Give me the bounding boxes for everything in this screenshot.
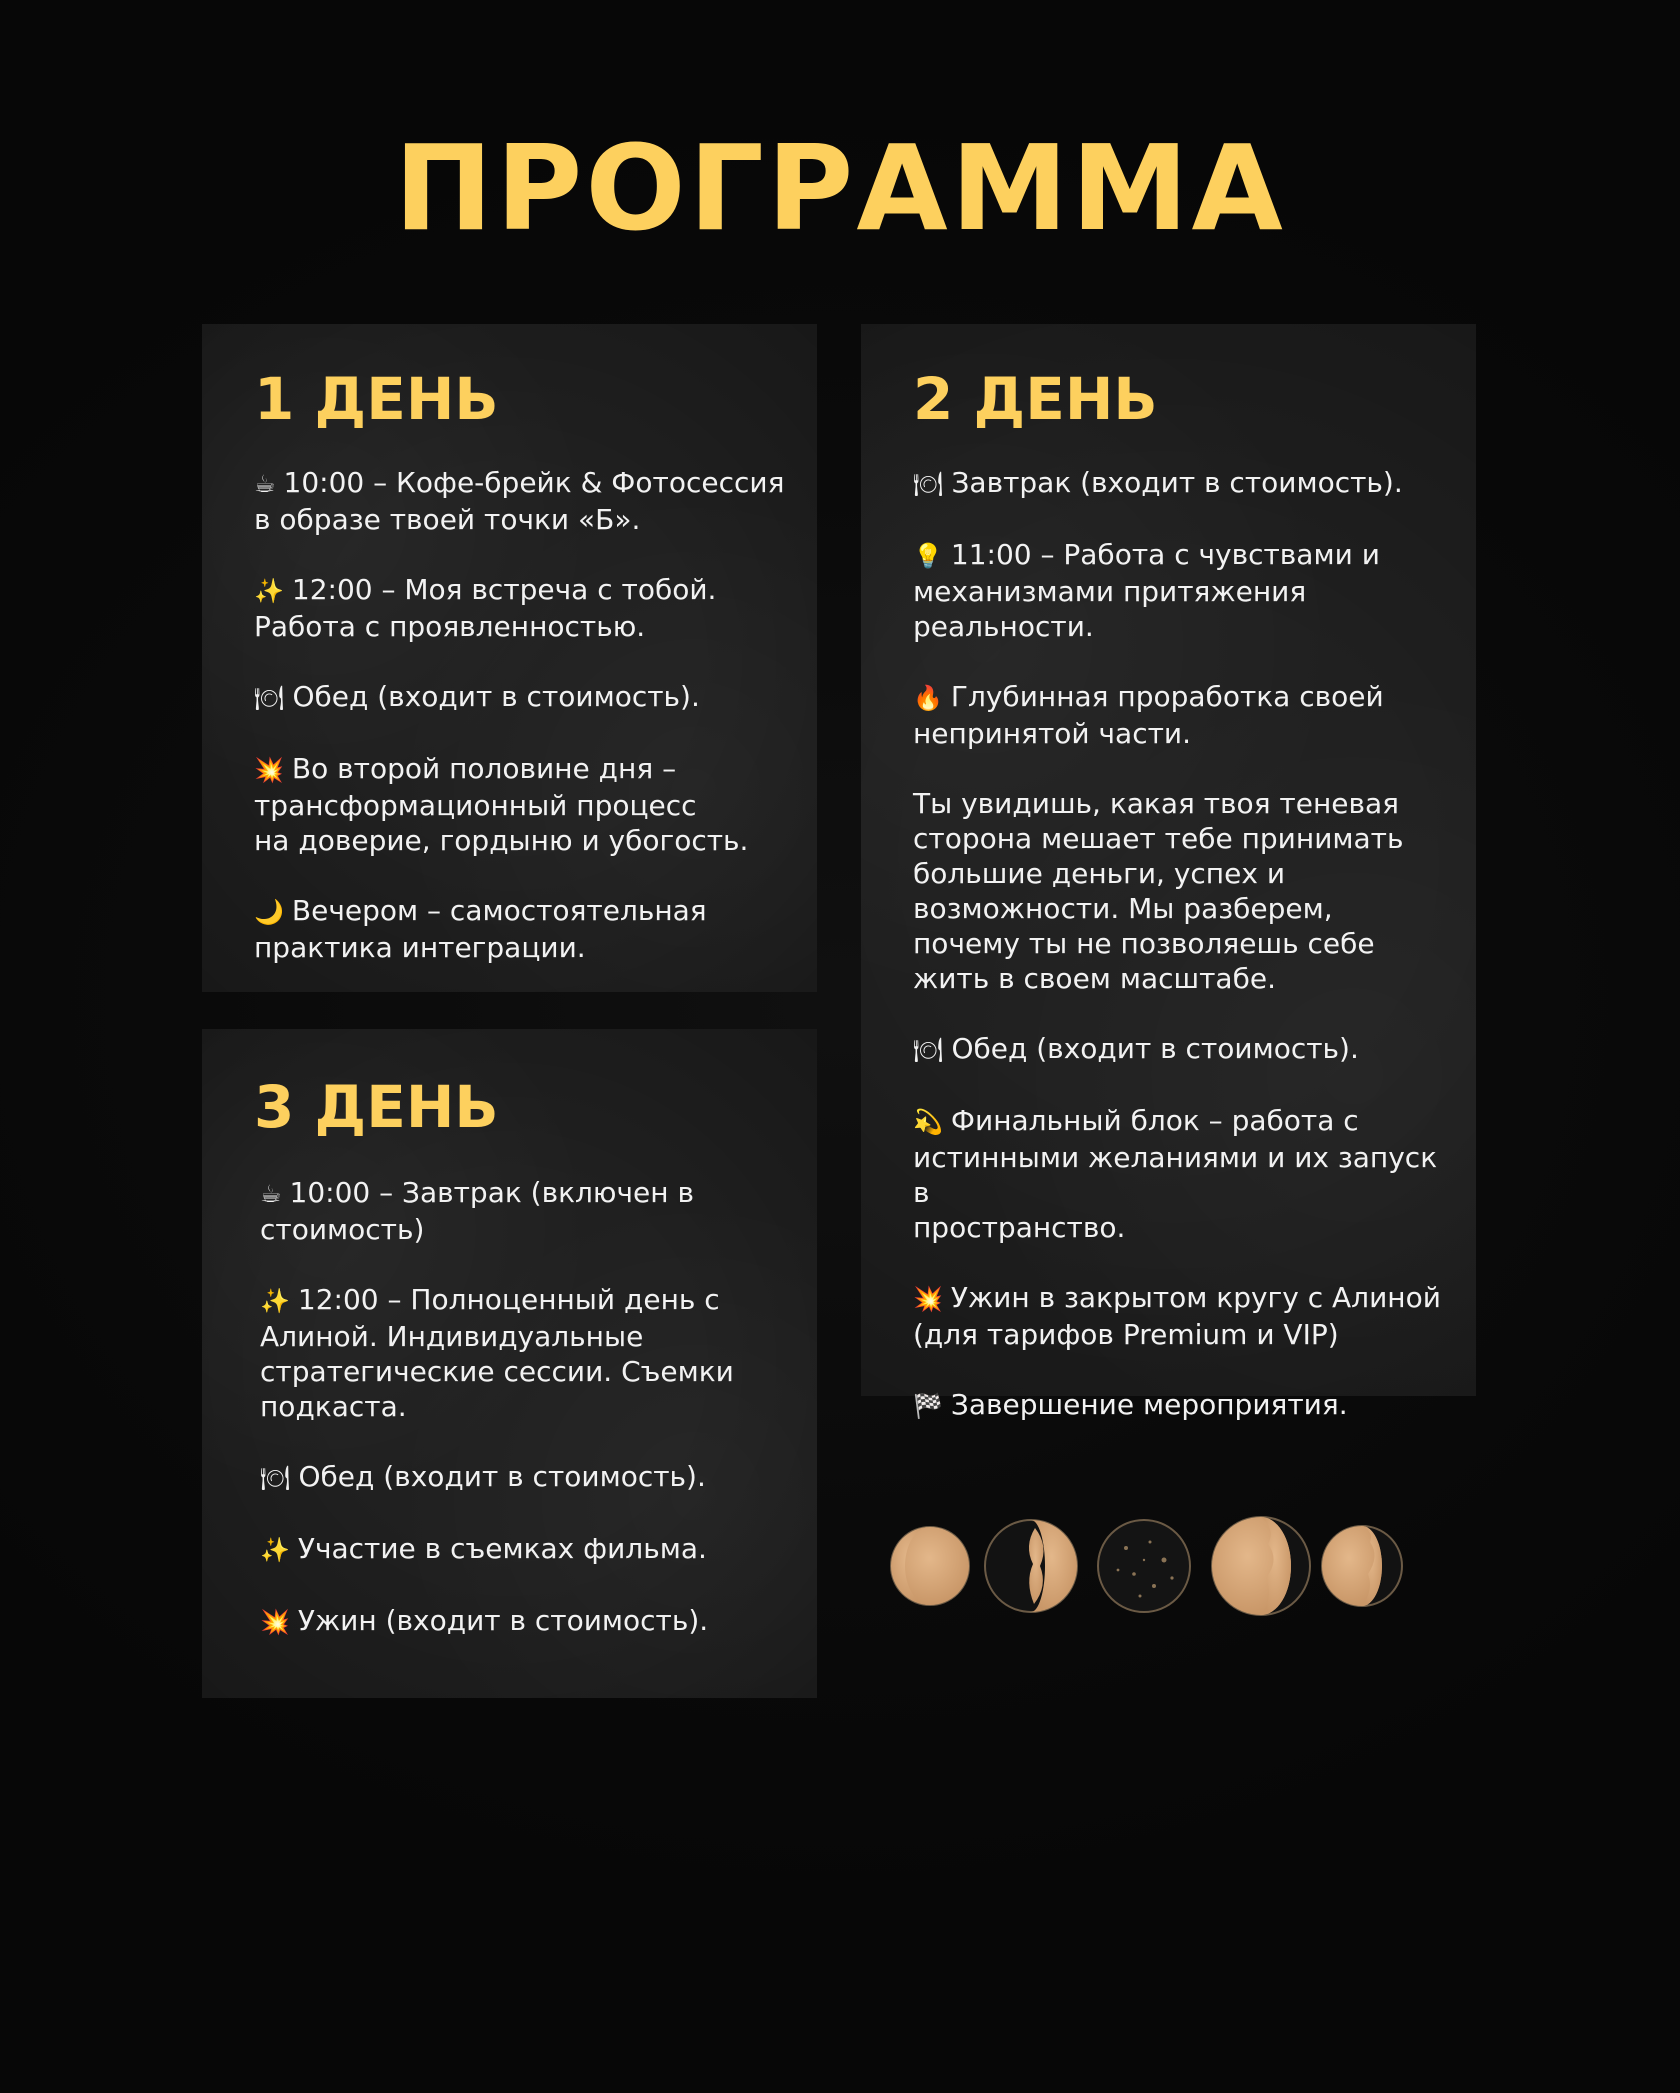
schedule-item — [260, 1603, 800, 1640]
sparkles-icon: ✨ — [260, 1287, 290, 1315]
schedule-item — [913, 679, 1453, 751]
schedule-item-text: Обед (входит в стоимость). — [951, 1032, 1359, 1065]
checkered-flag-icon: 🏁 — [913, 1392, 943, 1420]
page-title: ПРОГРАММА — [394, 119, 1286, 257]
moon-waning-gibbous-icon — [1212, 1517, 1310, 1615]
day-3-schedule — [260, 1175, 800, 1640]
day-3-card — [202, 1029, 817, 1698]
schedule-item — [913, 1103, 1453, 1245]
schedule-item-text: 12:00 – Моя встреча с тобой. Работа с проявленностью. — [254, 573, 717, 643]
schedule-item — [913, 1387, 1453, 1424]
plate-icon: 🍽 — [913, 470, 944, 498]
day-1-title: 1 ДЕНЬ — [254, 365, 499, 433]
schedule-item — [254, 465, 794, 537]
day-1-card — [202, 324, 817, 992]
day-2-card — [861, 324, 1476, 1421]
day-2-title: 2 ДЕНЬ — [913, 365, 1158, 433]
schedule-item-text: Участие в съемках фильма. — [297, 1532, 707, 1565]
collision-icon: 💥 — [913, 1285, 943, 1313]
fire-icon: 🔥 — [913, 684, 943, 712]
moon-first-quarter-icon — [985, 1520, 1077, 1612]
moon-waxing-gibbous-icon — [891, 1527, 969, 1605]
plate-icon: 🍽 — [260, 1464, 291, 1492]
plate-icon: 🍽 — [254, 684, 285, 712]
schedule-item-text: Обед (входит в стоимость). — [298, 1460, 706, 1493]
collision-icon: 💥 — [254, 756, 284, 784]
collision-icon: 💥 — [260, 1608, 290, 1636]
schedule-item-text: Завершение мероприятия. — [950, 1388, 1348, 1421]
sparkles-icon: ✨ — [260, 1536, 290, 1564]
schedule-item — [254, 679, 794, 716]
schedule-item-text: Глубинная проработка своей непринятой части. — [913, 680, 1384, 750]
day-1-schedule — [254, 465, 794, 965]
schedule-item-text: 10:00 – Кофе-брейк & Фотосессия в образе твоей точки «Б». — [254, 466, 785, 536]
schedule-item-text: Вечером – самостоятельная практика интеграции. — [254, 894, 707, 964]
schedule-item — [254, 751, 794, 858]
schedule-item-text: Финальный блок – работа с истинными желаниями и их запуск в пространство. — [913, 1104, 1438, 1244]
coffee-icon: ☕ — [260, 1180, 282, 1208]
schedule-item-text: Обед (входит в стоимость). — [292, 680, 700, 713]
schedule-item — [913, 537, 1453, 644]
schedule-item — [254, 893, 794, 965]
coffee-icon: ☕ — [254, 470, 276, 498]
schedule-item — [260, 1459, 800, 1496]
schedule-item — [913, 1031, 1453, 1068]
sparkles-icon: ✨ — [254, 577, 284, 605]
schedule-item-text: Ужин в закрытом кругу с Алиной (для тарифов Premium и VIP) — [913, 1281, 1441, 1351]
schedule-item — [913, 465, 1453, 502]
moon-small-phase-icon — [1322, 1526, 1402, 1606]
schedule-item-text: 10:00 – Завтрак (включен в стоимость) — [260, 1176, 694, 1246]
schedule-item — [260, 1282, 800, 1424]
day-2-schedule — [913, 465, 1453, 1424]
day-3-title: 3 ДЕНЬ — [254, 1073, 499, 1141]
plate-icon: 🍽 — [913, 1036, 944, 1064]
moon-icon: 🌙 — [254, 898, 284, 926]
schedule-item-text: Завтрак (входит в стоимость). — [951, 466, 1403, 499]
moon-new-icon — [1098, 1520, 1190, 1612]
schedule-item — [260, 1175, 800, 1247]
lightbulb-icon: 💡 — [913, 542, 943, 570]
schedule-item — [913, 786, 1453, 996]
schedule-item-text: 11:00 – Работа с чувствами и механизмами притяжения реальности. — [913, 538, 1380, 643]
schedule-item — [254, 572, 794, 644]
dizzy-star-icon: 💫 — [913, 1108, 943, 1136]
schedule-item-text: Во второй половине дня – трансформационный процесс на доверие, гордыню и убогость. — [254, 752, 749, 857]
schedule-item-text: 12:00 – Полноценный день с Алиной. Индивидуальные стратегические сессии. Съемки подкаста. — [260, 1283, 734, 1423]
schedule-item-text: Ужин (входит в стоимость). — [297, 1604, 709, 1637]
moon-phases-illustration — [888, 1516, 1408, 1616]
schedule-item — [260, 1531, 800, 1568]
schedule-item-text: Ты увидишь, какая твоя теневая сторона мешает тебе принимать большие деньги, успех и возможности. Мы разберем, почему ты не позволяешь себе жить в своем масштабе. — [913, 787, 1404, 995]
schedule-item — [913, 1280, 1453, 1352]
